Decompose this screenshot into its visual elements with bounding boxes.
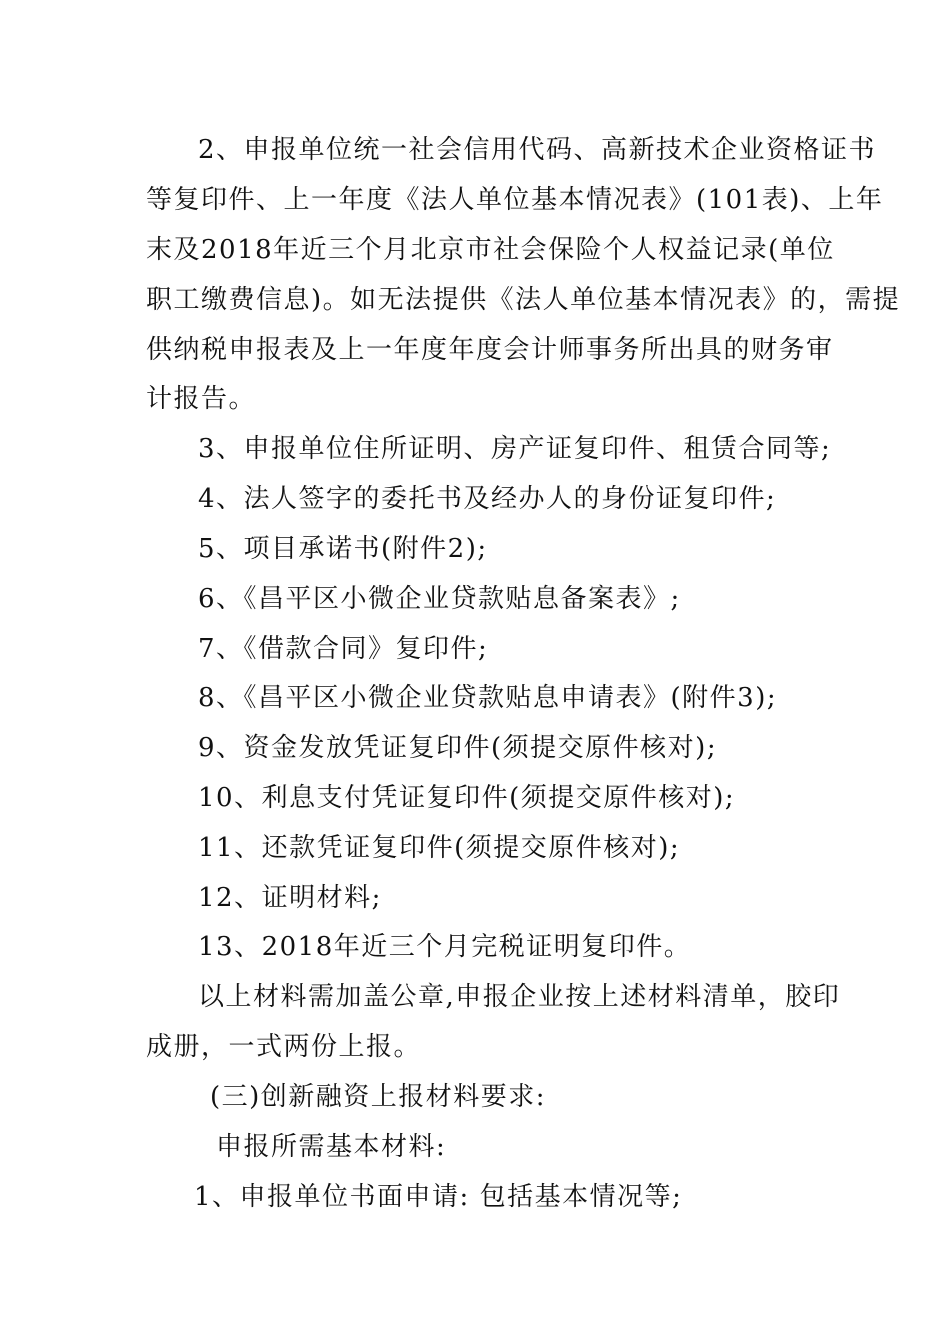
list-item: 8、《昌平区小微企业贷款贴息申请表》(附件3); (198, 683, 778, 713)
section-heading: (三)创新融资上报材料要求: (210, 1082, 547, 1112)
subheading: 申报所需基本材料: (216, 1132, 447, 1162)
list-item: 13、2018年近三个月完税证明复印件。 (198, 932, 692, 962)
paragraph-line: 2、申报单位统一社会信用代码、高新技术企业资格证书 (198, 135, 877, 165)
list-item: 10、利息支付凭证复印件(须提交原件核对); (198, 783, 736, 813)
list-item: 6、《昌平区小微企业贷款贴息备案表》; (198, 584, 681, 614)
paragraph-line: 计报告。 (146, 384, 257, 414)
list-item: 5、项目承诺书(附件2); (198, 534, 488, 564)
list-item: 11、还款凭证复印件(须提交原件核对); (198, 833, 681, 863)
list-item: 4、法人签字的委托书及经办人的身份证复印件; (198, 484, 777, 514)
paragraph-line: 供纳税申报表及上一年度年度会计师事务所出具的财务审 (146, 335, 834, 365)
paragraph-line: 成册，一式两份上报。 (146, 1032, 422, 1062)
list-item: 9、资金发放凭证复印件(须提交原件核对); (198, 733, 718, 763)
paragraph-line: 以上材料需加盖公章,申报企业按上述材料清单，胶印 (198, 982, 841, 1012)
list-item: 12、证明材料; (198, 883, 382, 913)
paragraph-line: 职工缴费信息)。如无法提供《法人单位基本情况表》的，需提 (146, 285, 901, 315)
paragraph-line: 末及2018年近三个月北京市社会保险个人权益记录(单位 (146, 235, 835, 265)
list-item: 1、申报单位书面申请: 包括基本情况等; (194, 1182, 683, 1212)
paragraph-line: 等复印件、上一年度《法人单位基本情况表》(101表)、上年 (146, 185, 884, 215)
list-item: 7、《借款合同》复印件; (198, 634, 489, 664)
list-item: 3、申报单位住所证明、房产证复印件、租赁合同等; (198, 434, 832, 464)
